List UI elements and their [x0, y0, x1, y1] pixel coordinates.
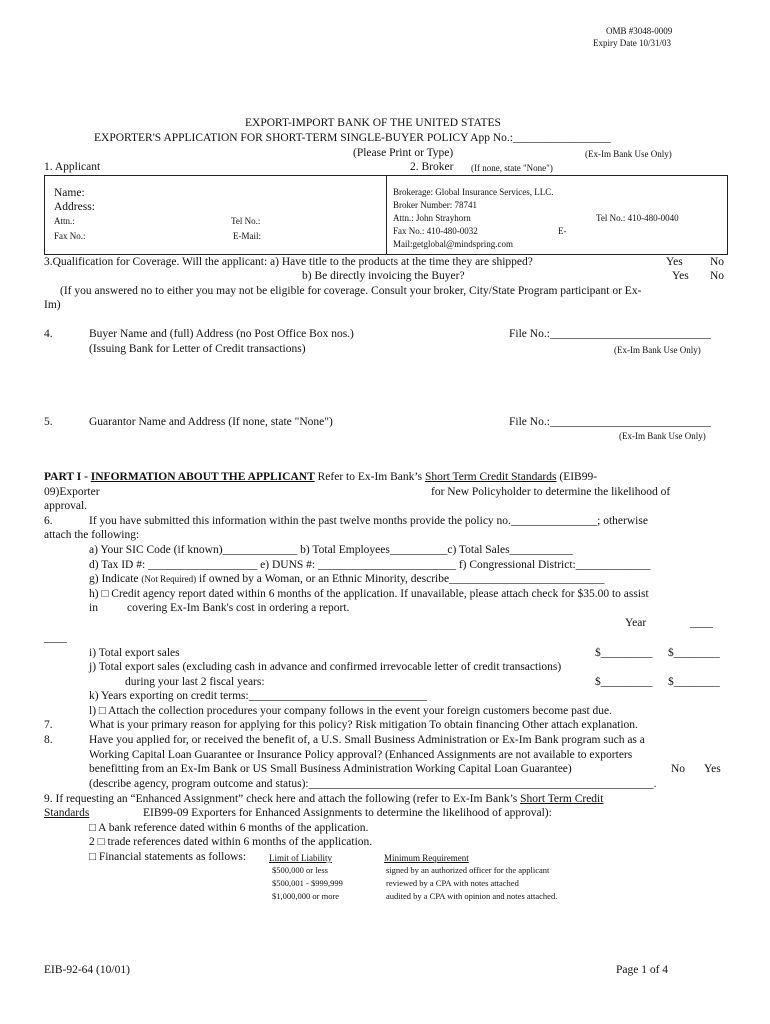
q6g-not-required: (Not Required) — [141, 574, 197, 584]
q8-line2: Working Capital Loan Guarantee or Insurance Policy approval? (Enhanced Assignments are not available to exporters — [89, 749, 633, 761]
limit-row-1: $500,000 or less — [272, 865, 328, 875]
broker-email-prefix: E- — [558, 226, 567, 236]
print-instruction: (Please Print or Type) — [353, 147, 454, 159]
q5-exim-use-label: (Ex-Im Bank Use Only) — [619, 431, 706, 441]
q6d-taxid-duns-district[interactable]: d) Tax ID #: ___________________ e) DUNS #: ________________________ f) Congressional District:_____________ — [89, 559, 651, 571]
part1-heading — [44, 471, 597, 484]
req-row-1: signed by an authorized officer for the applicant — [386, 865, 550, 875]
q6i-sales-year2[interactable]: $________ — [668, 647, 720, 659]
expiry-date: Expiry Date 10/31/03 — [593, 38, 671, 48]
limit-row-3: $1,000,000 or more — [272, 891, 340, 901]
q6a-sic-employees-sales[interactable]: a) Your SIC Code (if known)_____________ b) Total Employees__________c) Total Sales___________ — [89, 544, 573, 556]
q6l-collection-procedures[interactable]: l) □ Attach the collection procedures your company follows in the event your foreign customers become past due. — [89, 705, 613, 717]
applicant-label: 1. Applicant — [44, 161, 101, 173]
q9-line2: EIB99-09 Exporters for Enhanced Assignments to determine the likelihood of approval): — [143, 807, 552, 819]
broker-email: Mail:getglobal@mindspring.com — [393, 239, 514, 249]
minimum-requirement-header: Minimum Requirement — [384, 853, 469, 863]
bank-title: EXPORT-IMPORT BANK OF THE UNITED STATES — [245, 117, 501, 129]
q8-line1: Have you applied for, or received the benefit of, a U.S. Small Business Administration or Ex-Im Bank program such as a — [89, 734, 645, 746]
limit-of-liability-header: Limit of Liability — [269, 853, 332, 863]
q3a-no-option[interactable]: No — [710, 256, 725, 268]
q6-attach-label: attach the following: — [44, 529, 140, 541]
q9-line1 — [44, 793, 603, 806]
broker-tel: Tel No.: 410-480-0040 — [596, 213, 679, 223]
q8-number: 8. — [44, 734, 53, 746]
year-blank[interactable]: ____ — [690, 617, 713, 629]
q6h-credit-report[interactable]: h) □ Credit agency report dated within 6 months of the application. If unavailable, please attach check for $35.00 to assist — [89, 588, 649, 600]
broker-label: 2. Broker — [410, 161, 454, 173]
year-label: Year — [625, 617, 647, 629]
q4-file-no-field[interactable]: File No.:____________________________ — [509, 328, 711, 340]
left-blank: ____ — [44, 632, 67, 644]
q6-policy-no-field[interactable]: If you have submitted this information within the past twelve months provide the policy no._______________; otherwise — [89, 515, 648, 527]
part1-line3: approval. — [44, 500, 88, 512]
form-title: EXPORTER'S APPLICATION FOR SHORT-TERM SINGLE-BUYER POLICY App No.:_________________ — [94, 132, 611, 144]
q6h-line2a: in — [89, 602, 98, 614]
q7-number: 7. — [44, 719, 53, 731]
broker-number: Broker Number: 78741 — [393, 200, 477, 210]
q8-describe-field[interactable]: (describe agency, program outcome and status):____________________________________________________________. — [89, 778, 657, 790]
q3a-yes-option[interactable]: Yes — [666, 256, 683, 268]
q9-standards-link-cont[interactable]: Standards — [44, 807, 90, 819]
part1-title: INFORMATION ABOUT THE APPLICANT — [90, 471, 315, 483]
q5-guarantor-label: Guarantor Name and Address (If none, state "None") — [89, 416, 333, 428]
q7-primary-reason[interactable]: What is your primary reason for applying for this policy? Risk mitigation To obtain financing Other attach explanation. — [89, 719, 638, 731]
q4-issuing-bank-label: (Issuing Bank for Letter of Credit transactions) — [89, 343, 306, 355]
q3b-no-option[interactable]: No — [710, 270, 725, 282]
q4-number: 4. — [44, 328, 53, 340]
q6j-label: j) Total export sales (excluding cash in advance and confirmed irrevocable letter of credit transactions) — [89, 661, 562, 673]
q8-no-option[interactable]: No — [671, 763, 686, 775]
q9-bank-reference[interactable]: □ A bank reference dated within 6 months of the application. — [89, 822, 369, 834]
q3-line1: 3.Qualification for Coverage. Will the applicant: a) Have title to the products at the time they are shipped? — [44, 256, 533, 268]
q6g-label: g) Indicate — [89, 573, 142, 585]
q8-yes-option[interactable]: Yes — [704, 763, 721, 775]
limit-row-2: $500,001 - $999,999 — [272, 878, 343, 888]
part1-line2b: for New Policyholder to determine the likelihood of — [431, 486, 671, 498]
part1-text1: Refer to Ex-Im Bank’s — [314, 471, 425, 483]
q3-note: (If you answered no to either you may not be eligible for coverage. Consult your broker, City/State Program participant or Ex- — [60, 285, 642, 297]
q4-exim-use-label: (Ex-Im Bank Use Only) — [614, 345, 701, 355]
exim-use-only-label: (Ex-Im Bank Use Only) — [585, 149, 672, 159]
q6i-sales-year1[interactable]: $_________ — [595, 647, 653, 659]
applicant-fax-field[interactable]: Fax No.: — [54, 231, 86, 241]
q6g-ownership[interactable] — [89, 573, 604, 586]
part1-line2a: 09)Exporter — [44, 486, 100, 498]
q6g-describe-line[interactable]: ___________________________ — [449, 573, 605, 585]
q6j-sales-year1[interactable]: $_________ — [595, 676, 653, 688]
page-number: Page 1 of 4 — [616, 964, 669, 976]
q3b-yes-option[interactable]: Yes — [672, 270, 689, 282]
q9-standards-link[interactable]: Short Term Credit — [520, 793, 604, 805]
applicant-name-field[interactable]: Name: — [54, 187, 85, 199]
applicant-attn-field[interactable]: Attn.: — [54, 216, 75, 226]
broker-brokerage: Brokerage: Global Insurance Services, LLC. — [393, 187, 554, 197]
q9-trade-references[interactable]: 2 □ trade references dated within 6 months of the application. — [89, 836, 373, 848]
applicant-tel-field[interactable]: Tel No.: — [231, 216, 261, 226]
box-divider — [386, 175, 387, 255]
q9-financial-statements[interactable]: □ Financial statements as follows: — [89, 851, 247, 863]
q8-line3: benefitting from an Ex-Im Bank or US Small Business Administration Working Capital Loan Guarantee) — [89, 763, 572, 775]
omb-number: OMB #3048-0009 — [606, 26, 673, 36]
q6j-label-cont: during your last 2 fiscal years: — [125, 676, 265, 688]
broker-fax: Fax No.: 410-480-0032 — [393, 226, 478, 236]
q6g-options[interactable]: if owned by a Woman, or an Ethnic Minority, describe — [196, 573, 450, 585]
q9-text: 9. If requesting an “Enhanced Assignment” check here and attach the following (refer to Ex-Im Bank’s — [44, 793, 521, 805]
part1-lead: PART I - — [44, 471, 91, 483]
q6h-line2b: covering Ex-Im Bank's cost in ordering a report. — [127, 602, 350, 614]
credit-standards-link[interactable]: Short Term Credit Standards — [424, 471, 557, 483]
form-number: EIB-92-64 (10/01) — [44, 964, 130, 976]
broker-note: (If none, state "None") — [471, 163, 553, 173]
applicant-email-field[interactable]: E-Mail: — [233, 231, 261, 241]
q5-number: 5. — [44, 416, 53, 428]
q6i-export-sales-label: i) Total export sales — [89, 647, 180, 659]
q6j-sales-year2[interactable]: $________ — [668, 676, 720, 688]
q3-note-cont: Im) — [44, 299, 61, 311]
req-row-2: reviewed by a CPA with notes attached — [386, 878, 519, 888]
q4-buyer-label: Buyer Name and (full) Address (no Post Office Box nos.) — [89, 328, 354, 340]
broker-attn: Attn.: John Strayhorn — [393, 213, 471, 223]
req-row-3: audited by a CPA with opinion and notes attached. — [386, 891, 558, 901]
q5-file-no-field[interactable]: File No.:____________________________ — [509, 416, 711, 428]
q6k-years-exporting[interactable]: k) Years exporting on credit terms:_______________________________ — [89, 690, 427, 702]
part1-text2: (EIB99- — [556, 471, 598, 483]
q3-line2: b) Be directly invoicing the Buyer? — [302, 270, 465, 282]
applicant-address-field[interactable]: Address: — [54, 201, 95, 213]
q6-number: 6. — [44, 515, 53, 527]
